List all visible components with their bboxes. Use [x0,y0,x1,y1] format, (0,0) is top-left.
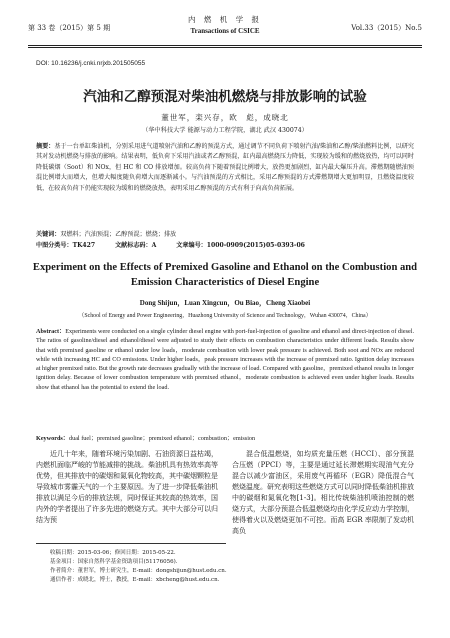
affiliation-en: （School of Energy and Power Engineering，Huazhong University of Science and Technology，Wuhan 430074，China） [78,313,372,319]
abstract-cn [36,142,414,194]
classification-row [36,240,414,249]
article-number: 文章编号：1000-0909(2015)05-0393-06 [176,242,305,249]
document-code: 文献标志码：A [115,242,157,249]
keywords-en-text: dual fuel；premixed gasoline；premixed ethanol；combustion；emission [69,435,256,442]
header-rule [28,45,422,46]
header-rule-thin [28,47,422,48]
authors-cn: 董世军，栾兴存，欧 彪，成晓北 [161,113,289,122]
authors-en: Dong Shijun，Luan Xingcun，Ou Biao，Cheng Xiaobei [139,299,311,307]
clc-number: 中图分类号：TK427 [36,242,96,249]
keywords-cn [36,229,414,238]
header-volume-en: Vol.33（2015）No.5 [351,24,422,32]
doi: DOI: 10.16236/j.cnki.nrjxb.201505055 [36,60,146,67]
header-volume-cn: 第 33 卷（2015）第 5 期 [28,24,111,32]
body-paragraph: 近几十年来，随着环境污染加剧、石油资源日益枯竭，内燃机面临严峻的节能减排的挑战。柴油机具有热效率高等优势，但其排放中的碳烟和氮氧化物较高，其中碳烟颗粒是导致城市雾霾天气的一个主要原因。为了进一步降低柴油机排放以满足今后的排放法规，同时保证其较高的热效率，国内外的学者提出了许多先进的燃烧方式。其中大部分可以归结为预 [36,450,218,524]
keywords-en-label: Keywords： [36,435,69,442]
footnote-rule [36,543,226,544]
abstract-cn-label: 摘要： [36,143,55,150]
footnote-funding: 基金项目：国家自然科学基金资助项目(51176056). [50,559,178,565]
header-journal-cn: 内 燃 机 学 报 [187,15,263,24]
body-column-left [36,449,218,526]
abstract-cn-text: 基于一台单缸柴油机，分别采用进气道喷射汽油和乙醇的预混方式，通过调节不同负荷下喷射汽油/柴油和乙醇/柴油燃料比例，以研究其对发动机燃烧与排放的影响。结果表明，低负荷下采用汽油或者乙醇预混，缸内最高燃烧压力降低，实现较为缓和的燃烧放热，均可以同时降低碳烟（Soot）和 NOx，但 HC 和 CO 排放增加。较高负荷下随着预混比例增大，放热更加剧烈，缸内最大爆压升高。滞燃期随燃油预混比例增大而增大，但增大幅度随负荷增大而逐渐减小。与汽油预混的方式相比，采用乙醇预混的方式滞燃期增大更加明显，且燃烧温度较低，在较高负荷下仍能实现较为缓和的燃烧放热，表明采用乙醇预混的方式有利于向高负荷拓展。 [36,143,415,192]
abstract-en-text: Experiments were conducted on a single cylinder diesel engine with port-fuel-injection of gasoline and ethanol and direct-injection of diesel. The ratios of gasoline/diesel and ethanol/diesel were adjusted to study their effects on combustion characteristics under different loads. Results show that with premixed gasoline or ethanol under low loads，moderate combustion with lower peak pressure is achieved. Both soot and NOx are reduced while with increasing HC and CO emissions. Under higher loads，peak pressure increases with the increase of premixed ratio. Ignition delay increases at higher premixed ratio. But the growth rate decreases gradually with the increase of load. Compared with gasoline，premixed ethanol results in longer ignition delay. Because of lower combustion temperature with premixed ethanol，moderate combustion is achieved even under higher loads. Results show that ethanol has the potential to extend the load. [36,328,414,391]
keywords-cn-label: 关键词： [36,231,61,238]
running-header [28,10,422,44]
body-paragraph: 混合低温燃烧，如均质充量压燃（HCCI）、部分预混合压燃（PPCI）等，主要是通过延长滞燃期实现油气充分混合以减少富油区，采用废气再循环（EGR）降低混合气燃烧温度。研究表明这些燃烧方式可以同时降低柴油机排放中的碳烟和氮氧化物[1-3]。相比传统柴油机喷油控制的燃烧方式，大部分预混合低温燃烧均由化学反应动力学控制，使得着火以及燃烧更加不可控。而高 EGR 率限制了发动机高负 [232,450,414,535]
title-cn: 汽油和乙醇预混对柴油机燃烧与排放影响的试验 [83,89,367,105]
body-column-right [232,449,414,537]
footnote-received: 收稿日期：2015-03-06；修回日期：2015-05-22. [50,550,176,556]
keywords-en [36,433,414,442]
footnote-author: 作者简介：董世军，博士研究生，E-mail：dongshijun@hust.edu.cn. [50,568,227,574]
abstract-en [36,327,414,392]
keywords-cn-text: 双燃料；汽油预混；乙醇预混；燃烧；排放 [60,231,177,238]
header-journal-en: Transactions of CSICE [190,27,260,35]
title-en: Experiment on the Effects of Premixed Gasoline and Ethanol on the Combustion and Emission Characteristics of Diesel Engine [32,262,418,288]
footnote-corresponding: 通信作者：成晓北，博士，教授，E-mail：xbcheng@hust.edu.cn. [50,577,220,583]
affiliation-cn: （华中科技大学 能源与动力工程学院，湖北 武汉 430074） [142,127,308,134]
abstract-en-label: Abstract： [36,328,66,335]
